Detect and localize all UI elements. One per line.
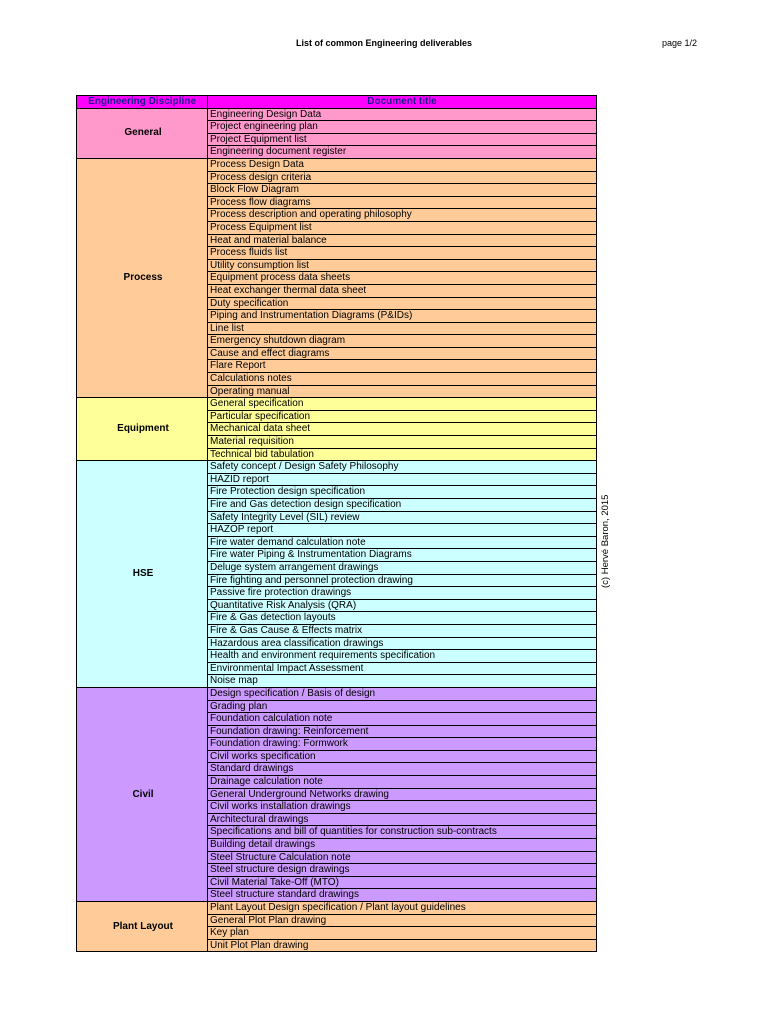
document-title-cell: Heat exchanger thermal data sheet xyxy=(208,284,597,297)
table-row xyxy=(77,108,597,121)
document-title-cell: Piping and Instrumentation Diagrams (P&IDs) xyxy=(208,310,597,323)
table-row xyxy=(77,158,597,171)
document-title-cell: General Plot Plan drawing xyxy=(208,914,597,927)
document-title-cell: Cause and effect diagrams xyxy=(208,347,597,360)
document-title-cell: Safety concept / Design Safety Philosophy xyxy=(208,461,597,474)
discipline-cell: Process xyxy=(77,158,208,397)
document-title-cell: Passive fire protection drawings xyxy=(208,587,597,600)
document-title-cell: Heat and material balance xyxy=(208,234,597,247)
document-title-cell: Steel structure standard drawings xyxy=(208,889,597,902)
document-title-cell: Process design criteria xyxy=(208,171,597,184)
table-row xyxy=(77,902,597,915)
document-title-cell: Fire & Gas detection layouts xyxy=(208,612,597,625)
document-title-cell: Fire water demand calculation note xyxy=(208,536,597,549)
document-title-cell: Material requisition xyxy=(208,436,597,449)
table-row xyxy=(77,687,597,700)
document-title-cell: Noise map xyxy=(208,675,597,688)
discipline-cell: Civil xyxy=(77,687,208,901)
copyright-notice: (c) Hervé Baron, 2015 xyxy=(600,494,611,588)
document-title-cell: Deluge system arrangement drawings xyxy=(208,561,597,574)
document-title-cell: Civil Material Take-Off (MTO) xyxy=(208,876,597,889)
table-row xyxy=(77,461,597,474)
document-title-cell: Process flow diagrams xyxy=(208,196,597,209)
document-title-cell: Duty specification xyxy=(208,297,597,310)
document-title-cell: Fire water Piping & Instrumentation Diagrams xyxy=(208,549,597,562)
page-number: page 1/2 xyxy=(662,38,698,48)
table-row xyxy=(77,398,597,411)
document-title-cell: Architectural drawings xyxy=(208,813,597,826)
document-title-cell: Process description and operating philosophy xyxy=(208,209,597,222)
header-document-title: Document title xyxy=(208,96,597,109)
document-title-cell: Block Flow Diagram xyxy=(208,184,597,197)
document-title-cell: Building detail drawings xyxy=(208,839,597,852)
document-title-cell: Flare Report xyxy=(208,360,597,373)
document-title-cell: General Underground Networks drawing xyxy=(208,788,597,801)
document-title-cell: Engineering document register xyxy=(208,146,597,159)
document-title-cell: Project Equipment list xyxy=(208,133,597,146)
document-title-cell: HAZID report xyxy=(208,473,597,486)
document-title-cell: Equipment process data sheets xyxy=(208,272,597,285)
discipline-cell: Plant Layout xyxy=(77,902,208,952)
document-title-cell: General specification xyxy=(208,398,597,411)
document-title-cell: Health and environment requirements specification xyxy=(208,650,597,663)
document-title-cell: Civil works installation drawings xyxy=(208,801,597,814)
document-title-cell: Key plan xyxy=(208,927,597,940)
document-title-cell: Process Design Data xyxy=(208,158,597,171)
document-title-cell: Hazardous area classification drawings xyxy=(208,637,597,650)
document-title-cell: Fire Protection design specification xyxy=(208,486,597,499)
discipline-cell: Equipment xyxy=(77,398,208,461)
document-title-cell: Environmental Impact Assessment xyxy=(208,662,597,675)
document-title-cell: Project engineering plan xyxy=(208,121,597,134)
document-title-cell: Calculations notes xyxy=(208,373,597,386)
document-title-cell: Fire fighting and personnel protection drawing xyxy=(208,574,597,587)
document-title-cell: Steel Structure Calculation note xyxy=(208,851,597,864)
document-title-cell: Process fluids list xyxy=(208,247,597,260)
document-title-cell: Utility consumption list xyxy=(208,259,597,272)
document-title-cell: Mechanical data sheet xyxy=(208,423,597,436)
header-engineering-discipline: Engineering Discipline xyxy=(77,96,208,109)
document-title-cell: Design specification / Basis of design xyxy=(208,687,597,700)
document-title-cell: Standard drawings xyxy=(208,763,597,776)
table-header-row xyxy=(77,96,597,109)
document-title-cell: Drainage calculation note xyxy=(208,776,597,789)
document-title-cell: Foundation drawing: Reinforcement xyxy=(208,725,597,738)
document-title-cell: Fire and Gas detection design specification xyxy=(208,499,597,512)
discipline-cell: HSE xyxy=(77,461,208,688)
deliverables-table xyxy=(76,95,597,952)
document-title-cell: Safety Integrity Level (SIL) review xyxy=(208,511,597,524)
document-title-cell: Unit Plot Plan drawing xyxy=(208,939,597,952)
document-title-cell: Emergency shutdown diagram xyxy=(208,335,597,348)
document-title-cell: Foundation calculation note xyxy=(208,713,597,726)
document-title-cell: Grading plan xyxy=(208,700,597,713)
document-title-cell: Technical bid tabulation xyxy=(208,448,597,461)
document-title-cell: Specifications and bill of quantities for construction sub-contracts xyxy=(208,826,597,839)
document-title: List of common Engineering deliverables xyxy=(295,38,473,48)
document-title-cell: HAZOP report xyxy=(208,524,597,537)
document-title-cell: Foundation drawing: Formwork xyxy=(208,738,597,751)
document-title-cell: Quantitative Risk Analysis (QRA) xyxy=(208,599,597,612)
document-title-cell: Civil works specification xyxy=(208,750,597,763)
document-title-cell: Plant Layout Design specification / Plant layout guidelines xyxy=(208,902,597,915)
document-title-cell: Engineering Design Data xyxy=(208,108,597,121)
document-title-cell: Operating manual xyxy=(208,385,597,398)
document-title-cell: Fire & Gas Cause & Effects matrix xyxy=(208,624,597,637)
table-body xyxy=(77,108,597,952)
document-title-cell: Line list xyxy=(208,322,597,335)
discipline-cell: General xyxy=(77,108,208,158)
document-title-cell: Steel structure design drawings xyxy=(208,864,597,877)
document-title-cell: Particular specification xyxy=(208,410,597,423)
document-title-cell: Process Equipment list xyxy=(208,221,597,234)
